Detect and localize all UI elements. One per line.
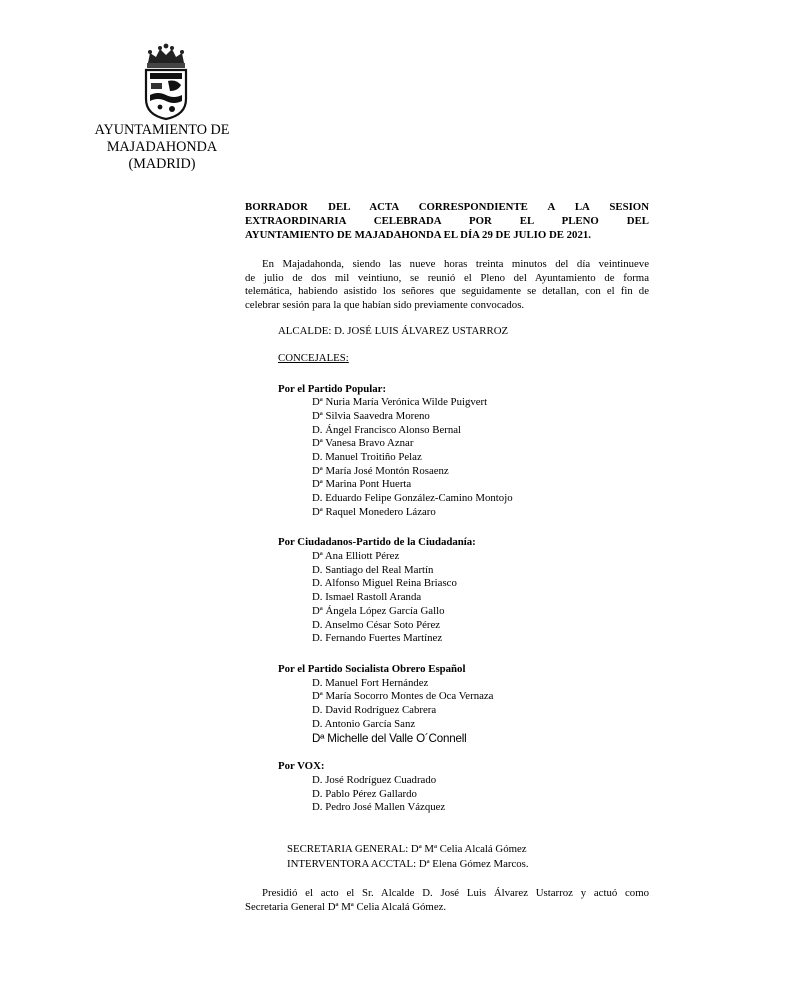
member-item: Dª María José Montón Rosaenz [312,464,449,477]
member-item: D. Manuel Fort Hernández [312,676,429,689]
member-list [312,550,649,646]
member-item: Dª Nuria María Verónica Wilde Puigvert [312,396,488,409]
party-section-pp [278,383,649,520]
closing-line-1: Presidió el acto el Sr. Alcalde D. José Luis Álvarez Ustarroz y actuó como [262,887,649,900]
org-line-3: (MADRID) [128,156,196,172]
member-item: D. Pablo Pérez Gallardo [312,787,417,800]
concejales-heading [278,352,649,366]
party-name: Por el Partido Socialista Obrero Español [278,663,466,675]
member-item: Dª Vanesa Bravo Aznar [312,437,414,450]
member-item: D. David Rodríguez Cabrera [312,704,437,716]
member-list [312,774,649,815]
intro-paragraph [245,258,649,312]
intro-line-2: de julio de dos mil veintiuno, se reunió el Pleno del Ayuntamiento de forma [245,271,649,284]
member-item: Dª Ángela López García Gallo [312,604,445,617]
organization-name [82,122,242,173]
party-name: Por el Partido Popular: [278,382,387,395]
alcalde-line: ALCALDE: D. JOSÉ LUIS ÁLVAREZ USTARROZ [278,325,509,338]
intro-line-1: En Majadahonda, siendo las nueve horas treinta minutos del día veintinueve [262,258,649,270]
concejales-colon: : [345,351,349,364]
officials-block [287,842,649,871]
member-item: D. Fernando Fuertes Martínez [312,632,443,645]
member-item: D. Eduardo Felipe González-Camino Montojo [312,492,513,505]
member-item: D. Ángel Francisco Alonso Bernal [312,423,462,436]
member-item: D. Santiago del Real Martín [312,563,434,576]
title-line-1: BORRADOR DEL ACTA CORRESPONDIENTE A LA SESION [245,201,649,213]
org-line-2: MAJADAHONDA [106,139,218,155]
member-item: D. Antonio García Sanz [312,717,416,730]
intro-line-3: telemática, habiendo asistido los señores que seguidamente se detallan, con el fin de [245,285,649,298]
title-line-2: EXTRAORDINARIA CELEBRADA POR EL PLENO DEL [245,215,649,227]
closing-paragraph [245,886,649,914]
document-body [245,200,649,914]
org-line-1: AYUNTAMIENTO DE [94,122,230,138]
member-item: Dª Raquel Monedero Lázaro [312,505,436,518]
member-item: D. Alfonso Miguel Reina Briasco [312,577,457,590]
member-item: Dª Michelle del Valle O´Connell [312,732,467,746]
document-title [245,200,649,242]
member-item: D. Pedro José Mallen Vázquez [312,801,446,814]
party-section-cs [278,536,649,646]
title-line-3: AYUNTAMIENTO DE MAJADAHONDA EL DÍA 29 DE JULIO DE 2021. [245,229,591,241]
party-name: Por VOX: [278,760,325,773]
member-list [312,677,649,747]
member-list [312,396,649,519]
member-item: Dª María Socorro Montes de Oca Vernaza [312,690,494,703]
member-item: D. José Rodríguez Cuadrado [312,774,437,786]
closing-line-2: Secretaria General Dª Mª Celia Alcalá Gómez. [245,901,447,914]
member-item: D. Ismael Rastoll Aranda [312,591,422,604]
intro-line-4: celebrar sesión para la que habían sido previamente convocados. [245,298,525,311]
interventora-line: INTERVENTORA ACCTAL: Dª Elena Gómez Marcos. [287,857,529,870]
concejales-label: CONCEJALES [278,351,346,364]
member-item: Dª Marina Pont Huerta [312,478,412,491]
secretaria-line: SECRETARIA GENERAL: Dª Mª Celia Alcalá Gómez [287,843,527,856]
party-section-psoe [278,663,649,746]
party-section-vox [278,760,649,815]
member-item: Dª Ana Elliott Pérez [312,550,400,563]
coat-of-arms-icon [138,43,194,121]
member-item: Dª Silvia Saavedra Moreno [312,409,430,422]
party-name: Por Ciudadanos-Partido de la Ciudadanía: [278,536,476,549]
member-item: D. Manuel Troitiño Pelaz [312,450,422,463]
member-item: D. Anselmo César Soto Pérez [312,618,441,631]
